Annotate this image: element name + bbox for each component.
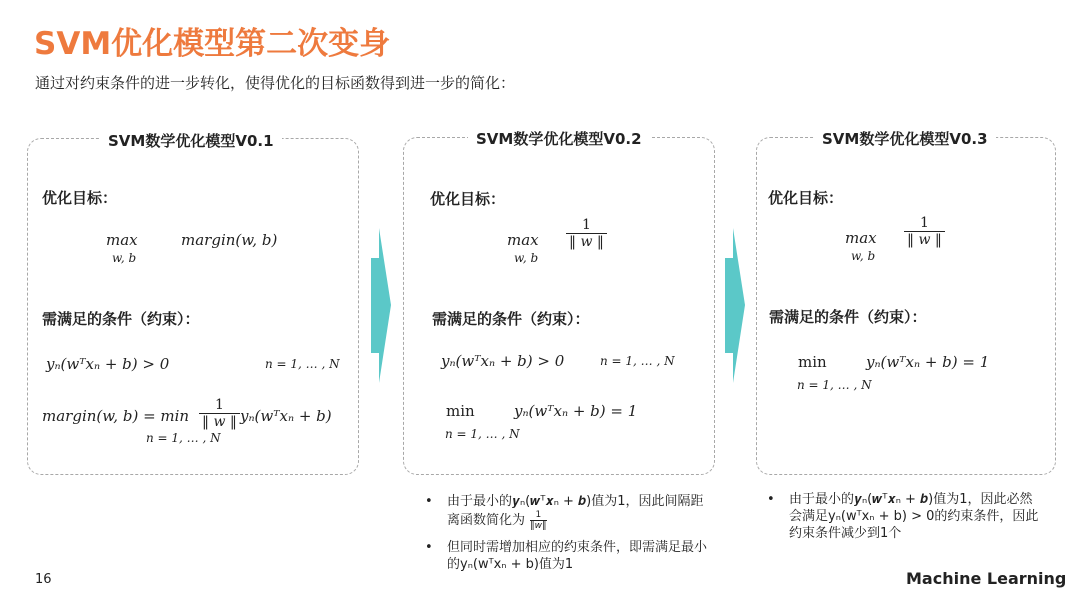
panel-v02-objective-heading: 优化目标： [430, 190, 506, 208]
page-subtitle: 通过对约束条件的进一步转化，使得优化的目标函数得到进一步的简化： [35, 74, 516, 92]
panel-v01-objective-sub: w, b [112, 251, 137, 265]
fraction-denominator: ‖ w ‖ [199, 413, 240, 430]
panel-v03-title: SVM数学优化模型V0.3 [814, 128, 996, 149]
fraction-numerator: 1 [581, 217, 591, 233]
fraction-numerator: 1 [214, 397, 224, 413]
panel-v02-objective-op: max [507, 231, 539, 249]
panel-v01-title: SVM数学优化模型V0.1 [100, 130, 282, 151]
fraction-denominator: ‖ w ‖ [904, 231, 945, 248]
note-right-1 [767, 491, 1059, 542]
panel-v01-objective-op: max [106, 231, 138, 249]
note-line [447, 510, 727, 531]
arrow-right-icon [371, 228, 391, 383]
note-mid-2 [425, 539, 727, 573]
panel-v02-objective-sub: w, b [514, 251, 539, 265]
panel-v03-constraint-op: min [798, 353, 827, 371]
footer-brand: Machine Learning [906, 569, 1067, 588]
panel-v03-objective-fraction [904, 215, 945, 248]
note-line: 约束条件减少到1个 [789, 526, 902, 541]
panel-v01-constraint2-lhs: margin(w, b) = min [42, 407, 190, 425]
fraction-numerator: 1 [919, 215, 929, 231]
panel-v01-constraint2-fraction [199, 397, 240, 430]
panel-v02-constraint2-op: min [446, 402, 475, 420]
panel-v01-constraint1-range: n = 1, … , N [265, 357, 340, 371]
panel-v02-objective-fraction [566, 217, 607, 250]
note-fraction [530, 510, 546, 531]
fraction-denominator: ‖ w ‖ [566, 233, 607, 250]
note-line: 由于最小的𝒚ₙ(𝒘ᵀ𝒙ₙ + 𝒃)值为1，因此必然 [789, 492, 1033, 507]
panel-v02-constraint-heading: 需满足的条件（约束）： [432, 310, 590, 328]
arrow-right-icon [725, 228, 745, 383]
panel-v01-constraint2-rhs: yₙ(wᵀxₙ + b) [240, 407, 332, 425]
panel-v01-objective-expr: margin(w, b) [181, 231, 278, 249]
panel-v01-constraint-heading: 需满足的条件（约束）： [42, 310, 200, 328]
panel-v03-objective-heading: 优化目标： [768, 189, 844, 207]
bullet: • [425, 494, 433, 509]
note-mid-1 [425, 493, 727, 531]
note-line: 会满足yₙ(wᵀxₙ + b) > 0的约束条件，因此 [789, 509, 1039, 524]
panel-v02-constraint1-range: n = 1, … , N [600, 354, 675, 368]
panel-v02-title: SVM数学优化模型V0.2 [468, 128, 650, 149]
note-text: 离函数简化为 [447, 513, 526, 528]
panel-v01-constraint1: yₙ(wᵀxₙ + b) > 0 [46, 355, 170, 373]
panel-v03-constraint-sub: n = 1, … , N [797, 378, 872, 392]
note-line: 但同时需增加相应的约束条件，即需满足最小 [447, 540, 708, 555]
panel-v01-constraint2-sub: n = 1, … , N [146, 431, 221, 445]
panel-v02-constraint2-sub: n = 1, … , N [445, 427, 520, 441]
panel-v01-objective-heading: 优化目标： [42, 189, 118, 207]
note-line: 的yₙ(wᵀxₙ + b)值为1 [447, 557, 574, 572]
panel-v02-constraint2-expr: yₙ(wᵀxₙ + b) = 1 [514, 402, 638, 420]
panel-v03-objective-sub: w, b [851, 249, 876, 263]
panel-v03-objective-op: max [845, 229, 877, 247]
fraction-denominator: ‖w‖ [530, 521, 547, 531]
page-number: 16 [35, 572, 52, 587]
note-line: 由于最小的𝒚ₙ(𝒘ᵀ𝒙ₙ + 𝒃)值为1，因此间隔距 [447, 494, 704, 509]
fraction-numerator: 1 [535, 510, 542, 520]
panel-v03-constraint-expr: yₙ(wᵀxₙ + b) = 1 [866, 353, 990, 371]
page-title: SVM优化模型第二次变身 [34, 26, 391, 62]
panel-v03-constraint-heading: 需满足的条件（约束）： [769, 308, 927, 326]
panel-v02-constraint1: yₙ(wᵀxₙ + b) > 0 [441, 352, 565, 370]
bullet: • [425, 540, 433, 555]
bullet: • [767, 492, 775, 507]
